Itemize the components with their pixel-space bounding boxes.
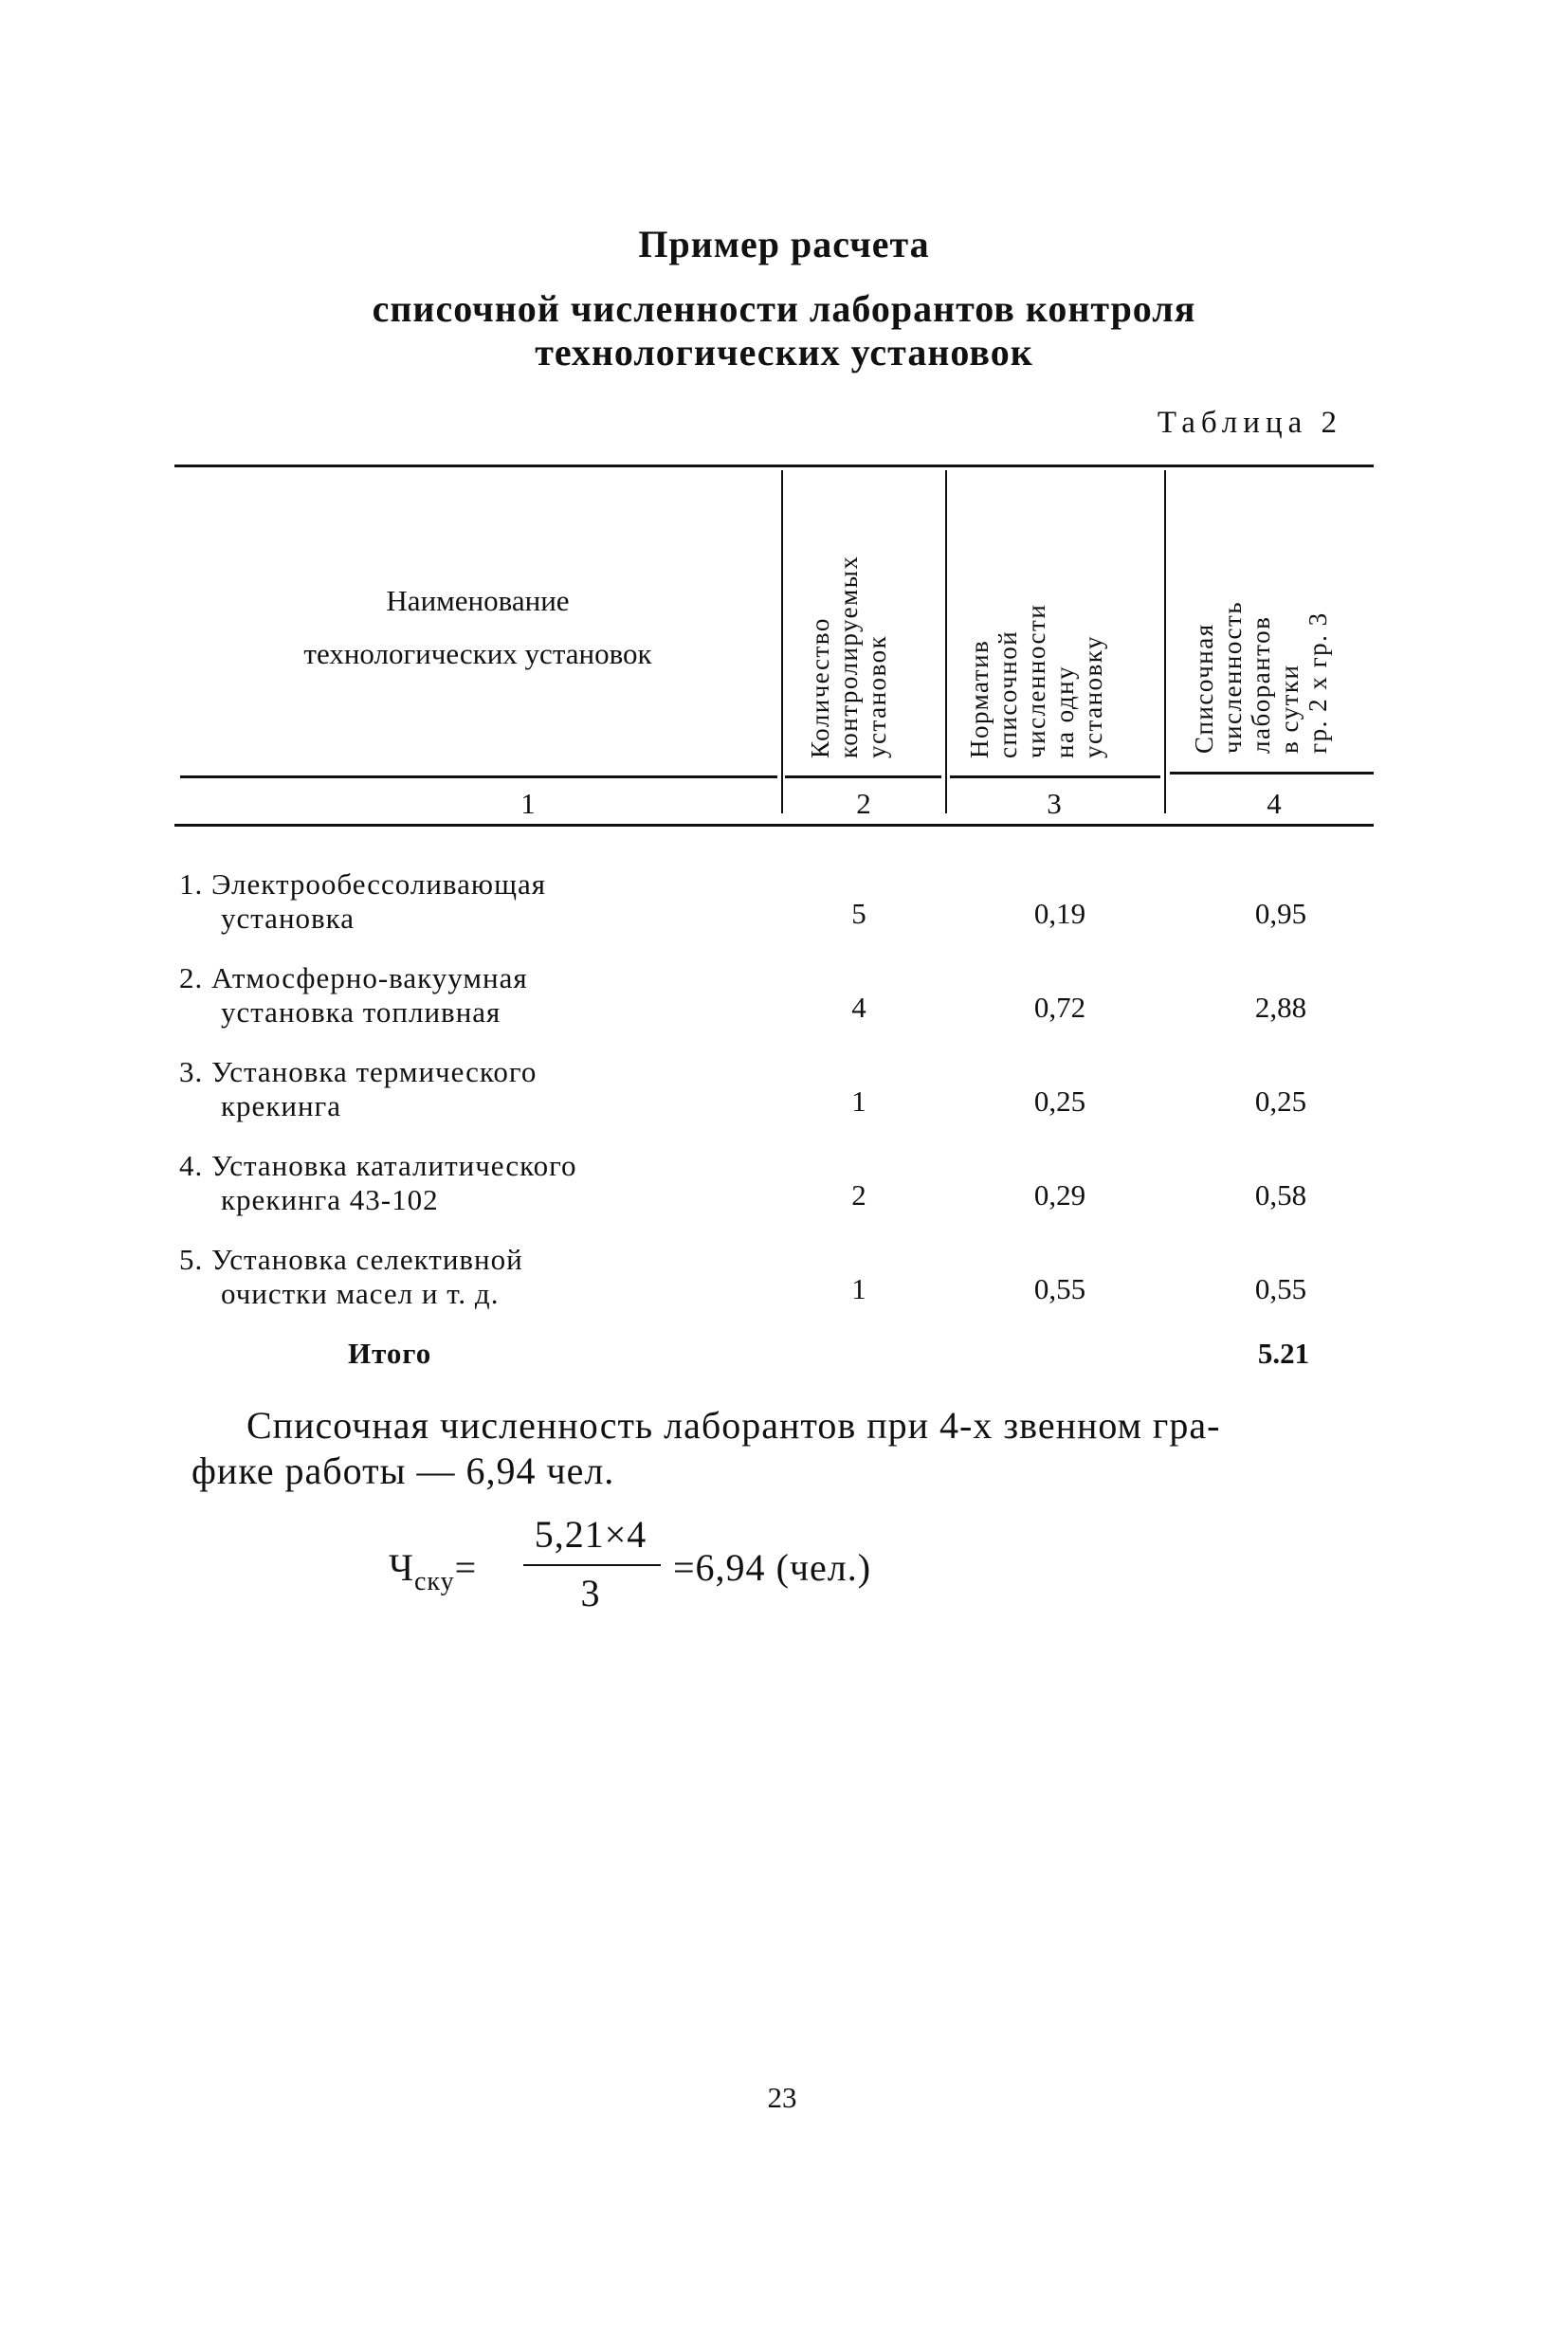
row-total: 2,88 bbox=[1254, 991, 1307, 1024]
row-norm: 0,55 bbox=[1033, 1272, 1086, 1305]
header-col-3-line: Норматив bbox=[965, 639, 994, 758]
header-col-4-line: в сутки bbox=[1275, 664, 1304, 754]
header-col-2-line: контролируемых bbox=[834, 555, 863, 758]
header-col-4-line: лаборантов bbox=[1247, 615, 1275, 754]
column-divider bbox=[945, 470, 947, 813]
title-line-3: технологических установок bbox=[535, 331, 1033, 374]
paragraph-line-2: фике работы — 6,94 чел. bbox=[191, 1449, 615, 1492]
column-number-4: 4 bbox=[1267, 787, 1282, 820]
row-name-line-1: 4. Установка каталитического bbox=[179, 1149, 577, 1182]
column-divider bbox=[781, 470, 783, 813]
formula-lhs-subscript: ску bbox=[414, 1567, 455, 1596]
formula-denominator: 3 bbox=[580, 1572, 601, 1614]
row-total: 0,25 bbox=[1254, 1084, 1307, 1118]
header-col-1-line-1: Наименование bbox=[386, 584, 570, 617]
row-total: 0,95 bbox=[1254, 897, 1307, 930]
formula-lhs: Ч bbox=[389, 1546, 414, 1589]
title-line-2: списочной численности лаборантов контроля bbox=[372, 287, 1196, 330]
row-norm: 0,25 bbox=[1033, 1084, 1086, 1118]
column-number-2: 2 bbox=[856, 787, 871, 820]
row-name-line-2: установка топливная bbox=[221, 995, 501, 1029]
total-label: Итого bbox=[348, 1337, 432, 1370]
row-name-line-2: установка bbox=[221, 902, 356, 935]
header-col-2 bbox=[806, 493, 891, 758]
header-col-4-line: гр. 2 х гр. 3 bbox=[1304, 611, 1332, 754]
row-total: 0,58 bbox=[1254, 1178, 1307, 1212]
header-col-4-line: Списочная bbox=[1190, 623, 1218, 754]
header-rule bbox=[180, 775, 777, 778]
page-number: 23 bbox=[767, 2081, 797, 2114]
header-col-2-line: установок bbox=[863, 634, 891, 758]
row-norm: 0,29 bbox=[1033, 1178, 1086, 1212]
row-count: 2 bbox=[851, 1178, 866, 1212]
column-number-3: 3 bbox=[1047, 787, 1062, 820]
header-col-3-line: численности bbox=[1022, 603, 1050, 758]
header-col-3-line: установку bbox=[1079, 634, 1107, 758]
row-name-line-1: 3. Установка термического bbox=[179, 1055, 538, 1088]
row-total: 0,55 bbox=[1254, 1272, 1307, 1305]
header-col-1-line-2: технологических установок bbox=[303, 637, 652, 670]
row-count: 5 bbox=[851, 897, 866, 930]
row-norm: 0,72 bbox=[1033, 991, 1086, 1024]
row-name-line-1: 2. Атмосферно-вакуумная bbox=[179, 961, 528, 994]
row-name-line-1: 1. Электрообессоливающая bbox=[179, 867, 546, 901]
row-name-line-2: крекинга 43-102 bbox=[221, 1183, 439, 1216]
column-number-1: 1 bbox=[520, 787, 536, 820]
paragraph-line-1: Списочная численность лаборантов при 4-х звенном гра- bbox=[246, 1404, 1221, 1447]
title-line-1: Пример расчета bbox=[638, 223, 930, 265]
header-rule bbox=[950, 775, 1160, 778]
row-count: 1 bbox=[851, 1272, 866, 1305]
header-rule bbox=[785, 775, 941, 778]
row-name-line-2: очистки масел и т. д. bbox=[221, 1277, 500, 1310]
fraction-bar bbox=[523, 1564, 661, 1566]
row-name-line-1: 5. Установка селективной bbox=[179, 1243, 523, 1276]
formula-unit: (чел.) bbox=[775, 1546, 872, 1589]
header-col-3 bbox=[965, 550, 1107, 758]
header-col-3-line: на одну bbox=[1050, 665, 1079, 758]
total-value: 5.21 bbox=[1257, 1337, 1310, 1370]
header-col-4-line: численность bbox=[1218, 600, 1247, 754]
table-label: Таблица 2 bbox=[1157, 406, 1342, 440]
header-col-1 bbox=[174, 574, 781, 681]
header-col-3-line: списочной bbox=[994, 629, 1022, 758]
column-number-rule bbox=[174, 824, 1374, 827]
row-count: 1 bbox=[851, 1084, 866, 1118]
row-count: 4 bbox=[851, 991, 866, 1024]
row-norm: 0,19 bbox=[1033, 897, 1086, 930]
table-top-rule bbox=[174, 465, 1374, 467]
header-rule bbox=[1170, 772, 1374, 775]
column-divider bbox=[1164, 470, 1166, 813]
formula-numerator: 5,21×4 bbox=[534, 1513, 647, 1556]
formula-equals: = bbox=[454, 1546, 478, 1589]
header-col-2-line: Количество bbox=[806, 617, 834, 758]
header-col-4 bbox=[1190, 540, 1332, 754]
row-name-line-2: крекинга bbox=[221, 1089, 342, 1122]
formula-result: =6,94 bbox=[673, 1546, 766, 1589]
